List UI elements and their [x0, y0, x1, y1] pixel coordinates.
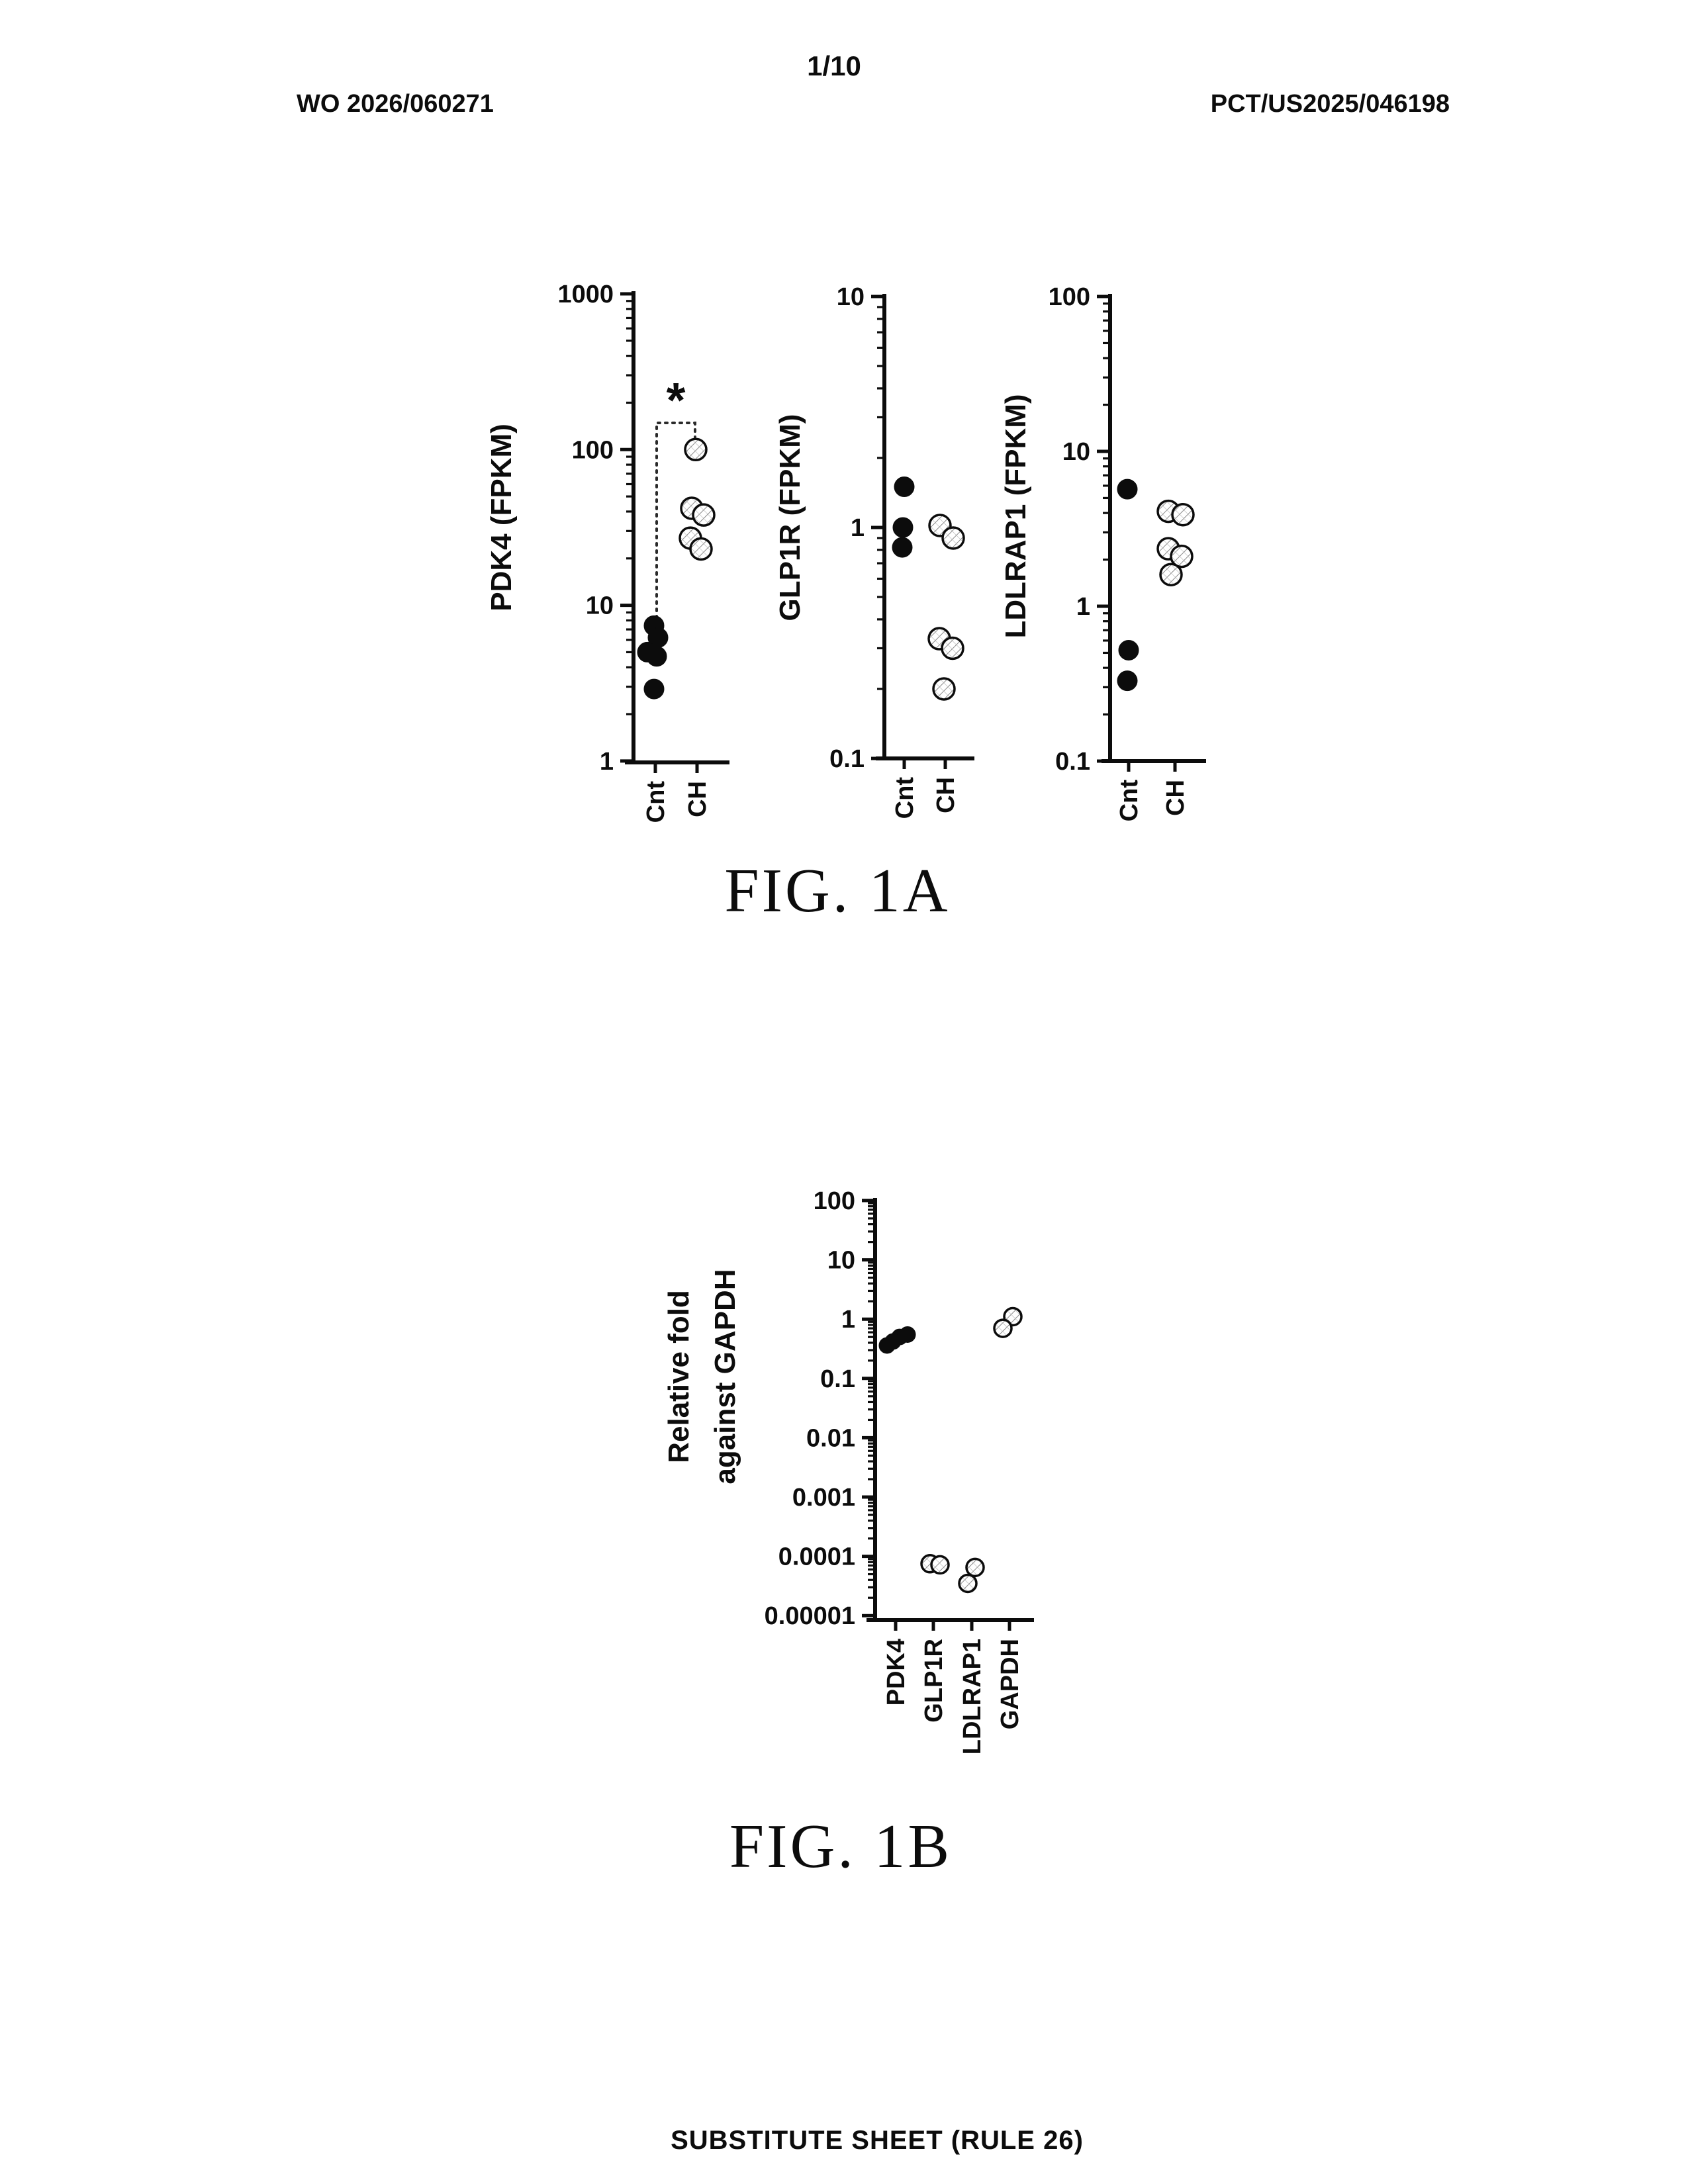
- relative-fold-y-axis-title: Relative fold: [663, 1290, 695, 1463]
- x-category-label: Cnt: [1115, 780, 1143, 822]
- x-category-label: PDK4: [882, 1639, 910, 1706]
- x-category-label: Cnt: [891, 777, 919, 819]
- fig-1b-caption: FIG. 1B: [729, 1812, 953, 1881]
- y-tick-label: 1000: [557, 281, 614, 308]
- application-number: PCT/US2025/046198: [1210, 90, 1450, 118]
- y-tick-label: 10: [827, 1246, 855, 1275]
- data-point-filled: [1119, 640, 1139, 660]
- data-point-open: [966, 1559, 984, 1576]
- relative-fold-chart: [663, 1187, 1034, 1754]
- y-tick-label: 0.1: [820, 1365, 855, 1393]
- pdk4-y-axis: [557, 281, 633, 776]
- ldlrap1-y-axis-title: LDLRAP1 (FPKM): [1000, 394, 1032, 639]
- x-category-label: GLP1R: [920, 1639, 948, 1723]
- ldlrap1-points: [1117, 479, 1194, 691]
- relative-fold-points: [879, 1308, 1021, 1592]
- glp1r-y-axis: [829, 283, 884, 773]
- data-point-filled: [1117, 671, 1137, 691]
- data-point-open: [693, 504, 714, 525]
- data-point-filled: [894, 477, 914, 497]
- x-category-label: LDLRAP1: [959, 1639, 986, 1755]
- y-tick-label: 0.1: [829, 745, 865, 773]
- data-point-filled: [1117, 479, 1137, 499]
- data-point-open: [933, 678, 955, 700]
- data-point-open: [931, 1556, 949, 1573]
- y-tick-label: 100: [1048, 283, 1090, 311]
- publication-number: WO 2026/060271: [297, 90, 494, 118]
- data-point-open: [1172, 504, 1194, 525]
- pdk4-points: [637, 439, 714, 699]
- data-point-open: [943, 527, 964, 549]
- x-category-label: GAPDH: [996, 1639, 1024, 1730]
- x-category-label: CH: [932, 777, 960, 813]
- ldlrap1-x-axis: [1102, 761, 1206, 821]
- significance-asterisk: *: [666, 373, 686, 428]
- x-category-label: CH: [1162, 780, 1190, 816]
- ldlrap1-y-axis: [1049, 283, 1110, 776]
- y-tick-label: 0.1: [1055, 748, 1090, 776]
- ldlrap1-chart: [1000, 283, 1206, 821]
- y-tick-label: 1: [850, 514, 865, 542]
- relative-fold-y-axis-title: against GAPDH: [709, 1269, 741, 1484]
- y-tick-label: 100: [571, 436, 614, 465]
- data-point-open: [685, 439, 706, 460]
- y-tick-label: 1: [1076, 593, 1090, 621]
- data-point-filled: [644, 679, 664, 699]
- y-tick-label: 10: [836, 283, 865, 311]
- y-tick-label: 1: [841, 1306, 855, 1334]
- data-point-open: [1160, 564, 1182, 585]
- glp1r-points: [892, 477, 964, 700]
- data-point-filled: [892, 537, 912, 557]
- fig-1a-caption: FIG. 1A: [724, 856, 951, 925]
- data-point-filled: [893, 518, 913, 537]
- pdk4-y-axis-title: PDK4 (FPKM): [485, 424, 518, 612]
- pdk4-significance-bracket: [657, 373, 695, 618]
- x-category-label: Cnt: [642, 781, 670, 823]
- y-tick-label: 1: [599, 747, 614, 776]
- y-tick-label: 0.00001: [764, 1602, 855, 1631]
- y-tick-label: 0.0001: [778, 1543, 855, 1571]
- relative-fold-x-axis: [867, 1620, 1034, 1754]
- y-tick-label: 0.001: [792, 1484, 855, 1512]
- x-category-label: CH: [684, 781, 712, 817]
- data-point-open: [959, 1574, 976, 1592]
- glp1r-chart: [774, 283, 974, 819]
- data-point-open: [690, 538, 712, 559]
- page-number: 1/10: [807, 50, 861, 81]
- relative-fold-y-axis: [765, 1187, 875, 1630]
- y-tick-label: 10: [585, 592, 614, 620]
- y-tick-label: 0.01: [806, 1424, 855, 1453]
- pdk4-x-axis: [625, 762, 729, 823]
- glp1r-y-axis-title: GLP1R (FPKM): [774, 414, 806, 621]
- pdk4-chart: [485, 281, 729, 823]
- footer-note: SUBSTITUTE SHEET (RULE 26): [671, 2126, 1084, 2155]
- data-point-filled: [879, 1338, 895, 1353]
- y-tick-label: 10: [1062, 438, 1090, 466]
- glp1r-x-axis: [876, 758, 974, 819]
- y-tick-label: 100: [813, 1187, 855, 1215]
- data-point-open: [994, 1320, 1011, 1337]
- data-point-open: [942, 637, 963, 659]
- data-point-filled: [647, 647, 667, 666]
